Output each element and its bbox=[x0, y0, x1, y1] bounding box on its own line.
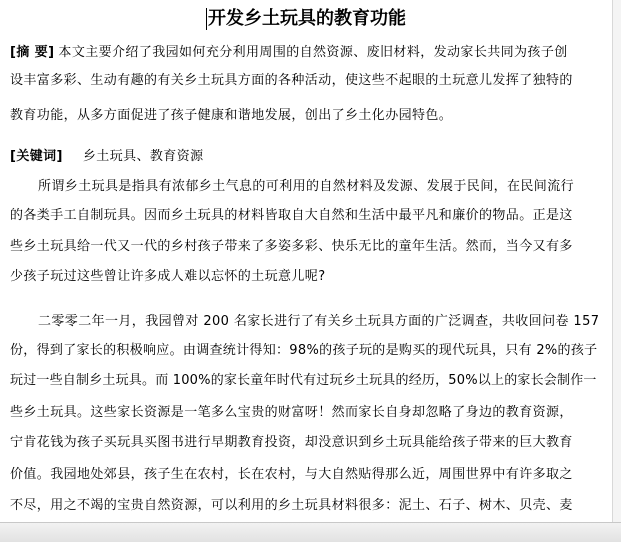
paragraph2-line-5: 宁肯花钱为孩子买玩具买图书进行早期教育投资，却没意识到乡土玩具能给孩子带来的巨大教育 bbox=[10, 435, 573, 450]
text-cursor bbox=[206, 8, 207, 30]
vertical-scrollbar[interactable] bbox=[612, 0, 621, 522]
paragraph2-line-3: 玩过一些自制乡土玩具。而 100%的家长童年时代有过玩乡土玩具的经历，50%以上的家长会制作一 bbox=[10, 373, 597, 388]
abstract-line-2: 设丰富多彩、生动有趣的有关乡土玩具方面的各种活动，使这些不起眼的土玩意儿发挥了独特的 bbox=[10, 73, 573, 88]
paragraph2-line-7: 不尽，用之不竭的宝贵自然资源，可以利用的乡土玩具材料很多：泥土、石子、树木、贝壳、麦 bbox=[10, 498, 573, 513]
abstract-text-1: 本文主要介绍了我园如何充分利用周围的自然资源、废旧材料，发动家长共同为孩子创 bbox=[58, 45, 568, 60]
paragraph2-line-2: 份，得到了家长的积极响应。由调查统计得知：98%的孩子玩的是购买的现代玩具，只有 2%的孩子 bbox=[10, 343, 598, 358]
paragraph2-line-6: 价值。我园地处郊县，孩子生在农村，长在农村，与大自然贴得那么近，周围世界中有许多取之 bbox=[10, 467, 573, 482]
abstract-line-3: 教育功能，从多方面促进了孩子健康和谐地发展，创出了乡土化办园特色。 bbox=[10, 108, 453, 123]
paragraph1-line-2: 的各类手工自制玩具。因而乡土玩具的材料皆取自大自然和生活中最平凡和廉价的物品。正是这 bbox=[10, 208, 573, 223]
keywords-label: [关键词] bbox=[10, 149, 63, 164]
paragraph1-line-1: 所谓乡土玩具是指具有浓郁乡土气息的可利用的自然材料及发源、发展于民间，在民间流行 bbox=[38, 179, 575, 194]
paragraph2-line-4: 些乡土玩具。这些家长资源是一笔多么宝贵的财富呀！然而家长自身却忽略了身边的教育资源， bbox=[10, 405, 573, 420]
document-title: 开发乡土玩具的教育功能 bbox=[208, 8, 406, 29]
paragraph1-line-3: 些乡土玩具给一代又一代的乡村孩子带来了多姿多彩、快乐无比的童年生活。然而，当今又有多 bbox=[10, 239, 573, 254]
keywords-text: 乡土玩具、教育资源 bbox=[82, 149, 204, 164]
abstract-line-1 bbox=[10, 44, 568, 62]
keywords-line bbox=[10, 148, 204, 166]
document-title-row bbox=[0, 8, 612, 30]
paragraph2-line-1: 二零零二年一月，我园曾对 200 名家长进行了有关乡土玩具方面的广泛调查，共收回问卷 157 bbox=[38, 314, 600, 329]
horizontal-scrollbar[interactable] bbox=[0, 522, 621, 542]
abstract-label: [摘 要] bbox=[10, 45, 55, 60]
paragraph1-line-4: 少孩子玩过这些曾让许多成人难以忘怀的土玩意儿呢? bbox=[10, 269, 326, 284]
